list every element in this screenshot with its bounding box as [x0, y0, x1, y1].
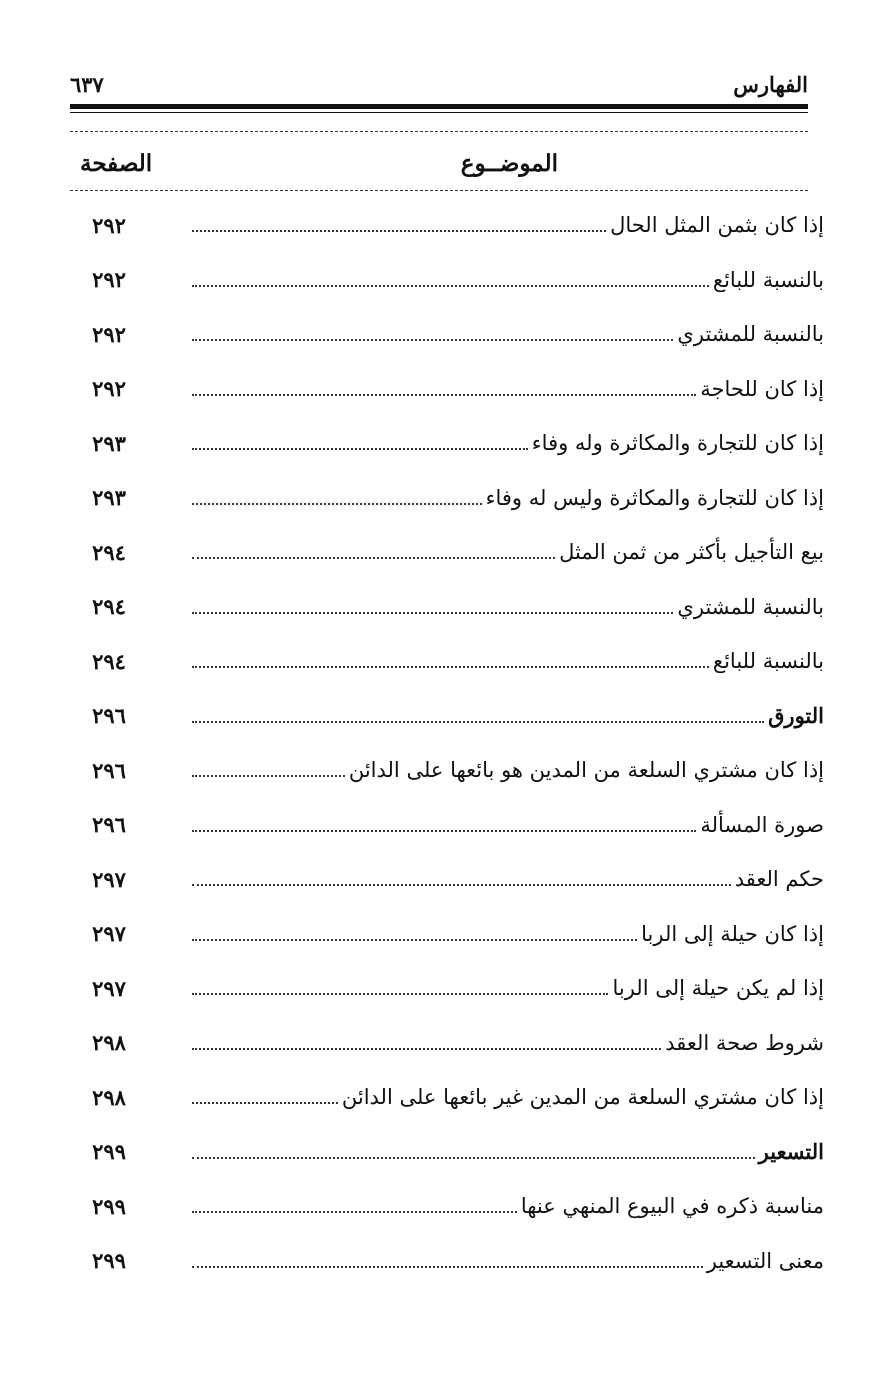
- dot-leader: [192, 884, 731, 886]
- toc-entry-topic: [148, 1249, 824, 1273]
- toc-entry: [70, 580, 824, 635]
- toc-entry-topic: [148, 377, 824, 401]
- toc-entry-title: بالنسبة للمشتري: [677, 322, 824, 347]
- toc-entry-topic: [148, 867, 824, 891]
- toc-entry-topic: [148, 649, 824, 673]
- dot-leader: [192, 448, 528, 450]
- dot-leader: [192, 666, 709, 668]
- toc-entry-title: إذا كان مشتري السلعة من المدين هو بائعها على الدائن: [348, 758, 824, 783]
- toc-entry-topic: [148, 595, 824, 619]
- page-number: ٦٣٧: [70, 72, 104, 97]
- toc-entry-title: بالنسبة للبائع: [712, 649, 824, 674]
- dot-leader: [192, 612, 673, 614]
- toc-entry-topic: [148, 322, 824, 346]
- toc-entry-page: ٢٩٩: [92, 1248, 126, 1274]
- toc-entry: [70, 198, 824, 253]
- toc-entry: [70, 416, 824, 471]
- dot-leader: [192, 1157, 755, 1159]
- dot-leader: [192, 939, 637, 941]
- toc-entry-topic: [148, 1085, 824, 1109]
- toc-entry: [70, 471, 824, 526]
- toc-entry-page: ٢٩٣: [92, 485, 126, 511]
- dot-leader: [192, 285, 709, 287]
- toc-entry-title: بيع التأجيل بأكثر من ثمن المثل: [559, 540, 824, 565]
- toc-entry: [70, 1234, 824, 1289]
- toc-entry: [70, 253, 824, 308]
- toc-entry-page: ٢٩٤: [92, 539, 126, 565]
- dot-leader: [192, 1048, 661, 1050]
- toc-entry: [70, 525, 824, 580]
- toc-entry-title: إذا كان مشتري السلعة من المدين غير بائعها على الدائن: [341, 1085, 824, 1110]
- column-heading-rule-top: [70, 131, 808, 132]
- dot-leader: [192, 993, 608, 995]
- dot-leader: [192, 1211, 517, 1213]
- toc-entry-title: التورق: [768, 703, 824, 729]
- toc-entry-page: ٢٩٤: [92, 594, 126, 620]
- toc-entry-page: ٢٩٦: [92, 812, 126, 838]
- toc-entry-topic: [148, 813, 824, 837]
- toc-entry-title: إذا لم يكن حيلة إلى الربا: [612, 976, 824, 1001]
- toc-entry: [70, 798, 824, 853]
- toc-entry-topic: [148, 213, 824, 237]
- toc-entry-topic: [148, 1031, 824, 1055]
- toc-entry-title: مناسبة ذكره في البيوع المنهي عنها: [520, 1194, 824, 1219]
- toc-entry-page: ٢٩٩: [92, 1193, 126, 1219]
- toc-entry: [70, 1179, 824, 1234]
- toc-entry: [70, 689, 824, 744]
- toc-entry: [70, 1016, 824, 1071]
- toc-entry-page: ٢٩٢: [92, 212, 126, 238]
- dot-leader: [192, 503, 482, 505]
- toc-entry-page: ٢٩٢: [92, 267, 126, 293]
- dot-leader: [192, 394, 696, 396]
- toc-entry-title: التسعير: [758, 1139, 824, 1165]
- table-of-contents: [70, 198, 824, 1288]
- running-header-title: الفهارس: [733, 72, 808, 97]
- toc-entry-page: ٢٩٨: [92, 1030, 126, 1056]
- toc-entry: [70, 852, 824, 907]
- column-heading-page: الصفحة: [80, 150, 153, 177]
- toc-entry-topic: [148, 540, 824, 564]
- toc-entry-title: بالنسبة للمشتري: [677, 594, 824, 619]
- toc-entry-title: إذا كان بثمن المثل الحال: [610, 213, 824, 238]
- toc-entry-page: ٢٩٦: [92, 703, 126, 729]
- dot-leader: [192, 339, 673, 341]
- header-rule-thin: [70, 112, 808, 113]
- toc-entry-page: ٢٩٧: [92, 975, 126, 1001]
- column-heading-rule-bottom: [70, 190, 808, 191]
- column-heading-topic: الموضــوع: [460, 150, 558, 177]
- toc-entry-page: ٢٩٧: [92, 921, 126, 947]
- toc-entry-title: بالنسبة للبائع: [712, 267, 824, 292]
- toc-entry-page: ٢٩٢: [92, 376, 126, 402]
- toc-entry: [70, 1125, 824, 1180]
- toc-entry-topic: [148, 431, 824, 455]
- toc-entry-topic: [148, 1139, 824, 1164]
- toc-entry: [70, 307, 824, 362]
- toc-entry-page: ٢٩٣: [92, 430, 126, 456]
- toc-entry-page: ٢٩٩: [92, 1139, 126, 1165]
- toc-entry-topic: [148, 703, 824, 728]
- dot-leader: [192, 1266, 703, 1268]
- dot-leader: [192, 830, 696, 832]
- toc-entry-topic: [148, 1194, 824, 1218]
- toc-entry-topic: [148, 976, 824, 1000]
- dot-leader: [192, 721, 764, 723]
- toc-entry-page: ٢٩٦: [92, 757, 126, 783]
- toc-entry-title: حكم العقد: [734, 867, 824, 892]
- toc-entry-page: ٢٩٨: [92, 1084, 126, 1110]
- toc-entry-page: ٢٩٢: [92, 321, 126, 347]
- dot-leader: [192, 230, 606, 232]
- toc-entry-page: ٢٩٤: [92, 648, 126, 674]
- toc-entry-topic: [148, 758, 824, 782]
- toc-entry: [70, 634, 824, 689]
- toc-entry-title: إذا كان للحاجة: [700, 376, 824, 401]
- header-rule-thick: [70, 104, 808, 109]
- toc-entry-title: إذا كان حيلة إلى الربا: [641, 921, 824, 946]
- dot-leader: [192, 557, 555, 559]
- toc-entry-title: إذا كان للتجارة والمكاثرة وله وفاء: [531, 431, 824, 456]
- toc-entry-title: صورة المسألة: [700, 812, 824, 837]
- toc-entry-title: إذا كان للتجارة والمكاثرة وليس له وفاء: [485, 485, 824, 510]
- toc-entry: [70, 1070, 824, 1125]
- dot-leader: [192, 775, 345, 777]
- dot-leader: [192, 1102, 338, 1104]
- toc-entry-topic: [148, 486, 824, 510]
- toc-entry-topic: [148, 268, 824, 292]
- column-headings: [70, 150, 808, 186]
- toc-entry: [70, 362, 824, 417]
- toc-entry-title: شروط صحة العقد: [665, 1030, 824, 1055]
- toc-entry: [70, 743, 824, 798]
- toc-entry: [70, 961, 824, 1016]
- toc-entry-page: ٢٩٧: [92, 866, 126, 892]
- toc-entry-title: معنى التسعير: [706, 1248, 824, 1273]
- toc-entry-topic: [148, 922, 824, 946]
- running-header: [70, 72, 808, 102]
- toc-entry: [70, 907, 824, 962]
